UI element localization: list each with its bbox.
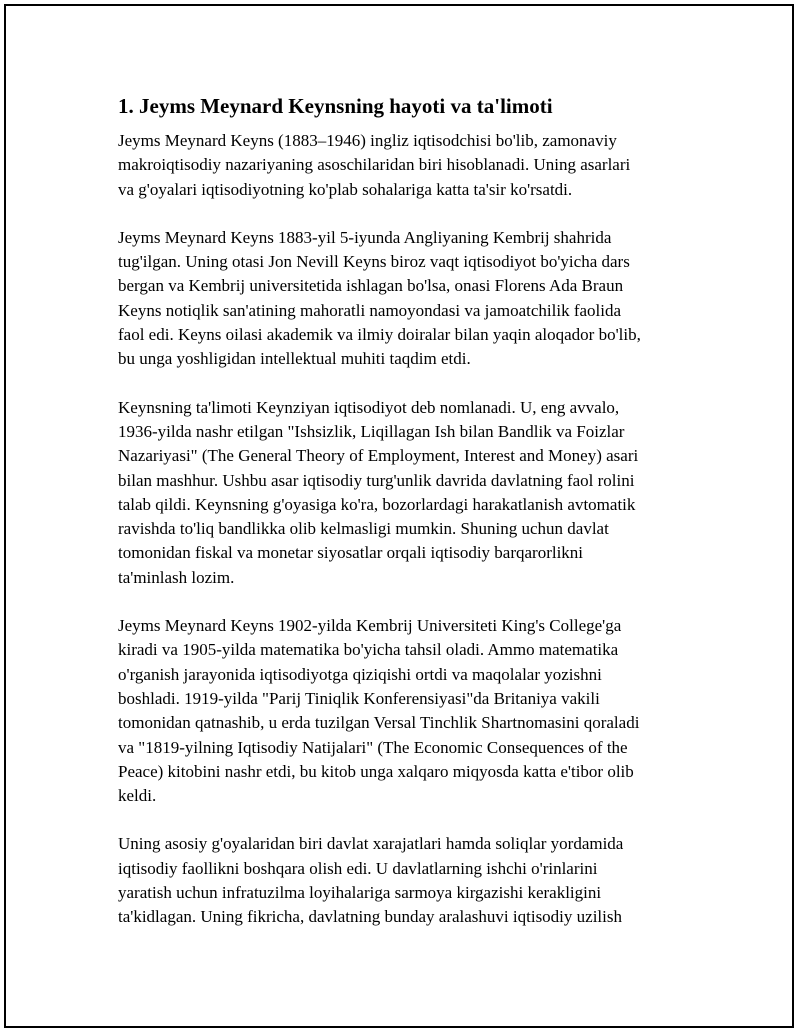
text-line: tug'ilgan. Uning otasi Jon Nevill Keyns biroz vaqt iqtisodiyot bo'yicha dars <box>118 252 630 272</box>
document-body <box>118 93 688 954</box>
text-line: keldi. <box>118 786 157 806</box>
text-line: tomonidan qatnashib, u erda tuzilgan Versal Tinchlik Shartnomasini qoraladi <box>118 713 640 733</box>
text-line: Nazariyasi" (The General Theory of Employment, Interest and Money) asari <box>118 446 639 466</box>
text-line: Keyns notiqlik san'atining mahoratli namoyondasi va jamoatchilik faolida <box>118 300 622 320</box>
text-line: iqtisodiy faollikni boshqara olish edi. U davlatlarning ishchi o'rinlarini <box>118 858 598 878</box>
text-line: o'rganish jarayonida iqtisodiyotga qiziqishi ortdi va maqolalar yozishni <box>118 664 602 684</box>
text-line: Uning asosiy g'oyalaridan biri davlat xarajatlari hamda soliqlar yordamida <box>118 834 624 854</box>
text-line: 1936-yilda nashr etilgan "Ishsizlik, Liqillagan Ish bilan Bandlik va Foizlar <box>118 421 625 441</box>
text-line: Peace) kitobini nashr etdi, bu kitob unga xalqaro miqyosda katta e'tibor olib <box>118 761 634 781</box>
text-line: ta'minlash lozim. <box>118 567 235 587</box>
paragraph-biography <box>118 226 688 372</box>
text-line: va "1819-yilning Iqtisodiy Natijalari" (The Economic Consequences of the <box>118 737 628 757</box>
text-line: bilan mashhur. Ushbu asar iqtisodiy turg'unlik davrida davlatning faol rolini <box>118 470 635 490</box>
text-line: yaratish uchun infratuzilma loyihalariga sarmoya kirgazishi kerakligini <box>118 883 602 903</box>
text-line: va g'oyalari iqtisodiyotning ko'plab sohalariga katta ta'sir ko'rsatdi. <box>118 179 573 199</box>
text-line: makroiqtisodiy nazariyaning asoschilaridan biri hisoblanadi. Uning asarlari <box>118 155 631 175</box>
text-line: ta'kidlagan. Uning fikricha, davlatning bunday aralashuvi iqtisodiy uzilish <box>118 907 622 927</box>
paragraph-ideas <box>118 832 688 929</box>
text-line: ravishda to'liq bandlikka olib kelmasligi mumkin. Shuning uchun davlat <box>118 519 609 539</box>
text-line: Jeyms Meynard Keyns (1883–1946) ingliz iqtisodchisi bo'lib, zamonaviy <box>118 131 617 150</box>
text-line: Jeyms Meynard Keyns 1883-yil 5-iyunda Angliyaning Kembrij shahrida <box>118 227 612 247</box>
text-line: kiradi va 1905-yilda matematika bo'yicha tahsil oladi. Ammo matematika <box>118 640 619 660</box>
paragraph-education <box>118 614 688 808</box>
text-line: talab qildi. Keynsning g'oyasiga ko'ra, bozorlardagi harakatlanish avtomatik <box>118 494 636 514</box>
text-line: tomonidan fiskal va monetar siyosatlar orqali iqtisodiy barqarorlikni <box>118 543 584 563</box>
text-line: Keynsning ta'limoti Keynziyan iqtisodiyot deb nomlanadi. U, eng avvalo, <box>118 397 620 417</box>
document-title: 1. Jeyms Meynard Keynsning hayoti va ta'limoti <box>118 94 553 118</box>
paragraph-teaching <box>118 396 688 590</box>
text-line: Jeyms Meynard Keyns 1902-yilda Kembrij Universiteti King's College'ga <box>118 616 622 636</box>
paragraph-intro <box>118 129 688 202</box>
text-line: boshladi. 1919-yilda "Parij Tiniqlik Konferensiyasi"da Britaniya vakili <box>118 688 600 708</box>
text-line: bergan va Kembrij universitetida ishlagan bo'lsa, onasi Florens Ada Braun <box>118 276 624 296</box>
text-line: faol edi. Keyns oilasi akademik va ilmiy doiralar bilan yaqin aloqador bo'lib, <box>118 325 641 345</box>
text-line: bu unga yoshligidan intellektual muhiti taqdim etdi. <box>118 349 471 369</box>
